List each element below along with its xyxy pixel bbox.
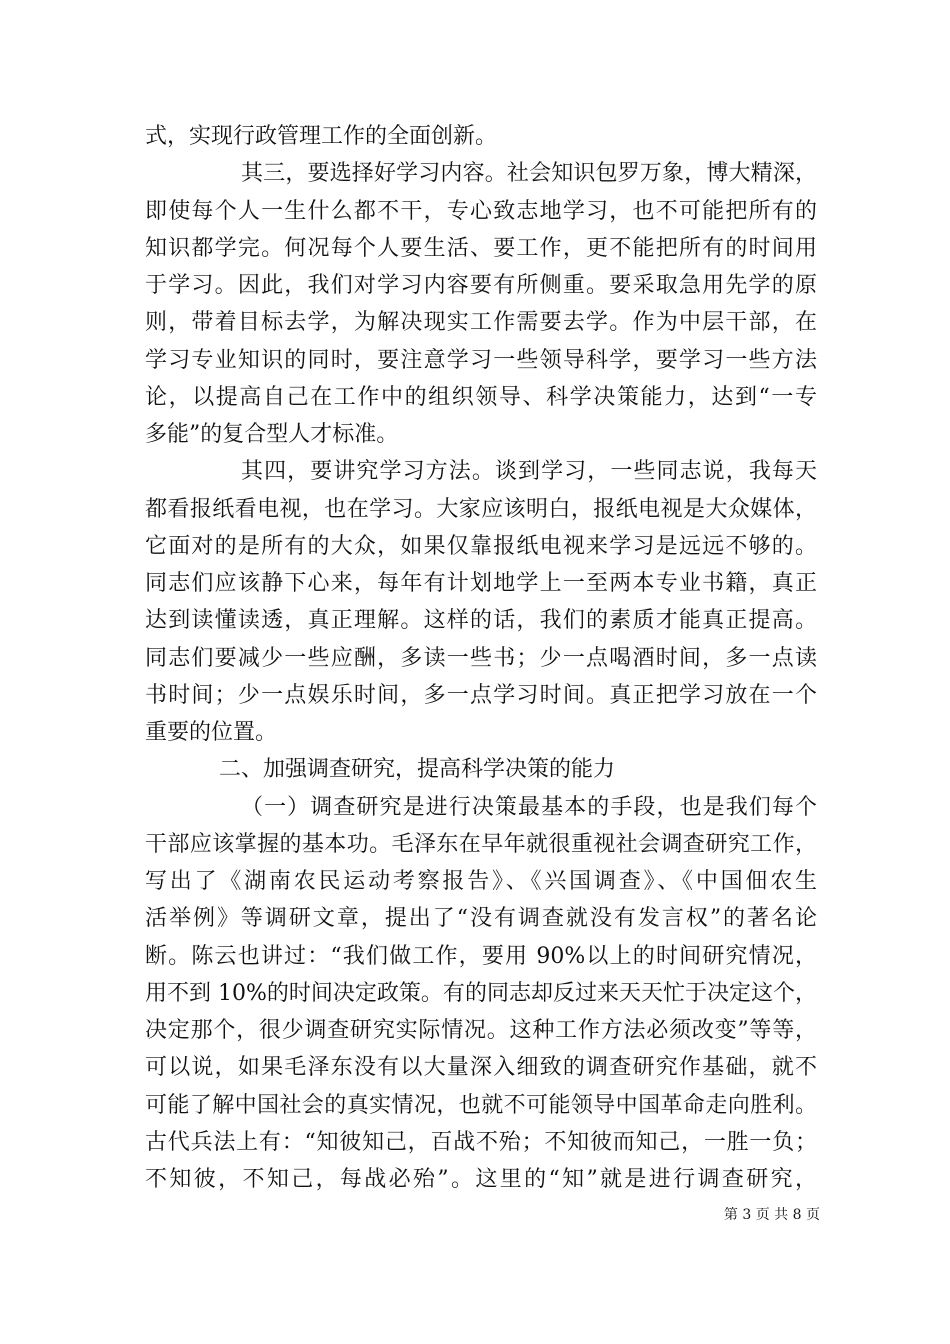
text-line: 即使每个人一生什么都不干，专心致志地学习，也不可能把所有的 <box>145 198 817 224</box>
text-line: 它面对的是所有的大众，如果仅靠报纸电视来学习是远远不够的。 <box>145 533 817 559</box>
text-line: 都看报纸看电视，也在学习。大家应该明白，报纸电视是大众媒体， <box>145 496 817 522</box>
body-text <box>145 118 817 1198</box>
text-line: 则，带着目标去学，为解决现实工作需要去学。作为中层干部，在 <box>145 310 817 336</box>
page-number-footer: 第 3 页 共 8 页 <box>723 1207 820 1223</box>
text-line: 干部应该掌握的基本功。毛泽东在早年就很重视社会调查研究工作， <box>145 831 817 857</box>
text-line: 书时间；少一点娱乐时间，多一点学习时间。真正把学习放在一个 <box>145 682 817 708</box>
paragraph-start-line: 其四，要讲究学习方法。谈到学习，一些同志说，我每天 <box>241 459 817 485</box>
text-line: 用不到 10%的时间决定政策。有的同志却反过来天天忙于决定这个， <box>145 980 817 1006</box>
text-line: 决定那个，很少调查研究实际情况。这种工作方法必须改变”等等， <box>145 1018 817 1043</box>
text-line: 古代兵法上有：“知彼知己，百战不殆；不知彼而知己，一胜一负； <box>145 1129 817 1155</box>
text-line: 知识都学完。何况每个人要生活、要工作，更不能把所有的时间用 <box>145 235 817 261</box>
text-line: 活举例》等调研文章，提出了“没有调查就没有发言权”的著名论 <box>145 906 817 932</box>
text-line: 于学习。因此，我们对学习内容要有所侧重。要采取急用先学的原 <box>145 273 817 298</box>
text-line: 多能”的复合型人才标准。 <box>145 422 399 447</box>
text-line: 学习专业知识的同时，要注意学习一些领导科学，要学习一些方法 <box>145 347 817 373</box>
text-line: 不知彼，不知己，每战必殆”。这里的“知”就是进行调查研究， <box>145 1167 817 1192</box>
text-line: 可以说，如果毛泽东没有以大量深入细致的调查研究作基础，就不 <box>145 1055 817 1081</box>
text-line: 同志们要减少一些应酬，多读一些书；少一点喝酒时间，多一点读 <box>145 645 817 671</box>
text-line: 式，实现行政管理工作的全面创新。 <box>145 124 498 149</box>
text-line: 可能了解中国社会的真实情况，也就不可能领导中国革命走向胜利。 <box>145 1092 817 1118</box>
text-line: 同志们应该静下心来，每年有计划地学上一至两本专业书籍，真正 <box>145 571 817 596</box>
text-line: 写出了《湖南农民运动考察报告》、《兴国调查》、《中国佃农生 <box>145 869 817 894</box>
text-line: 达到读懂读透，真正理解。这样的话，我们的素质才能真正提高。 <box>145 608 817 634</box>
text-line: 论，以提高自己在工作中的组织领导、科学决策能力，达到“一专 <box>145 384 817 410</box>
text-line: 断。陈云也讲过：“我们做工作，要用 90%以上的时间研究情况， <box>145 943 817 969</box>
section-heading: 二、加强调查研究，提高科学决策的能力 <box>219 757 616 783</box>
paragraph-start-line: （一）调查研究是进行决策最基本的手段，也是我们每个 <box>241 794 817 820</box>
paragraph-start-line: 其三，要选择好学习内容。社会知识包罗万象，博大精深， <box>241 161 817 187</box>
text-line: 重要的位置。 <box>145 720 278 745</box>
